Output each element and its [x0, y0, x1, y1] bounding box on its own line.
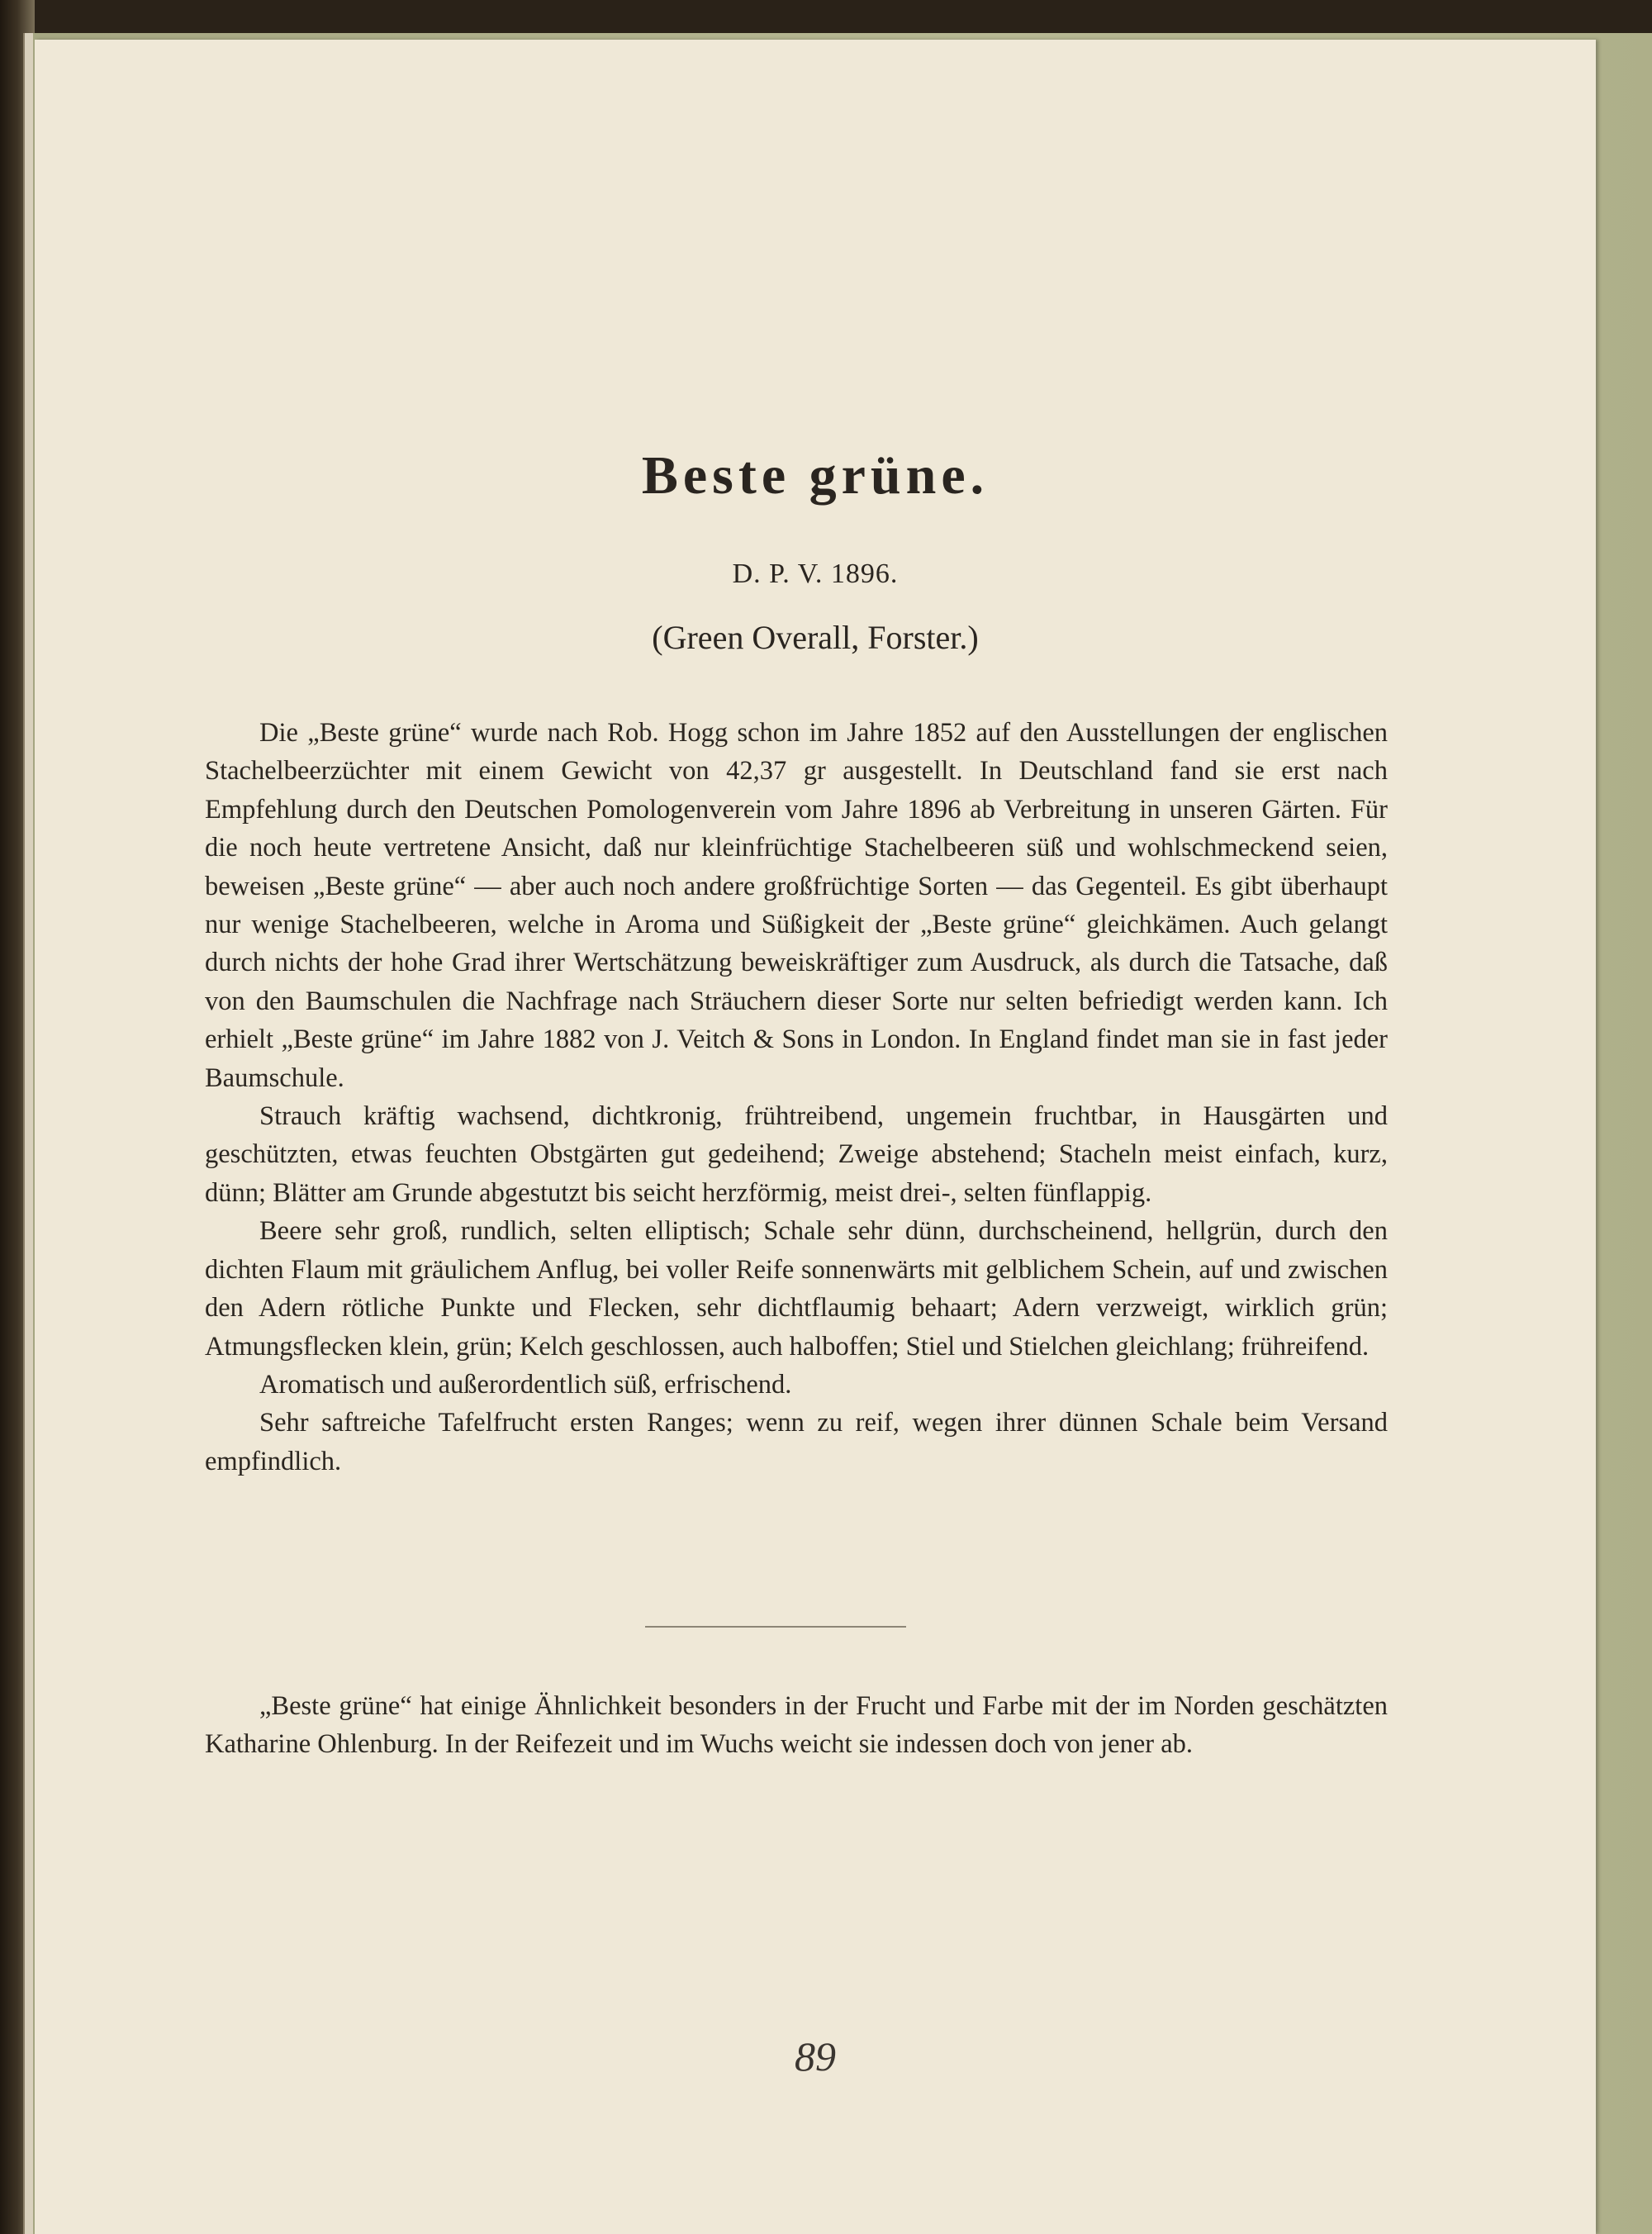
paragraph-berry: Beere sehr groß, rundlich, selten elliptisch; Schale sehr dünn, durchscheinend, hellgrün, durch den dichten Flaum mit gräulichem Anflug, bei voller Reife sonnenwärts mit gelblichem Schein, auf und zwischen den Adern rötliche Punkte und Flecken, sehr dichtflaumig behaart; Adern verzweigt, wirklich grün; Atmungsflecken klein, grün; Kelch geschlossen, auch halboffen; Stiel und Stielchen gleichlang; frühreifend. — [205, 1216, 1388, 1362]
note-text — [205, 1687, 1388, 1764]
paragraph-taste: Aromatisch und außerordentlich süß, erfrischend. — [259, 1369, 792, 1400]
page-number: 89 — [795, 2033, 836, 2080]
paragraph-history: Die „Beste grüne“ wurde nach Rob. Hogg schon im Jahre 1852 auf den Ausstellungen der englischen Stachelbeerzüchter mit einem Gewicht von 42,37 gr ausgestellt. In Deutschland fand sie erst nach Empfehlung durch den Deutschen Pomologenverein vom Jahre 1896 ab Verbreitung in unseren Gärten. Für die noch heute vertretene Ansicht, daß nur kleinfrüchtige Stachelbeeren süß und wohlschmeckend seien, beweisen „Beste grüne“ — aber auch noch andere großfrüchtige Sorten — das Gegenteil. Es gibt überhaupt nur wenige Stachelbeeren, welche in Aroma und Süßigkeit der „Beste grüne“ gleichkämen. Auch gelangt durch nichts der hohe Grad ihrer Wertschätzung beweiskräftiger zum Ausdruck, als durch die Tatsache, daß von den Baumschulen die Nachfrage nach Sträuchern dieser Sorte nur selten befriedigt werden kann. Ich erhielt „Beste grüne“ im Jahre 1882 von J. Veitch & Sons in London. In England findet man sie in fast jeder Baumschule. — [205, 718, 1388, 1093]
paragraph-note: „Beste grüne“ hat einige Ähnlichkeit besonders in der Frucht und Farbe mit der im Norden geschätzten Katharine Ohlenburg. In der Reifezeit und im Wuchs weicht sie indessen doch von jener ab. — [205, 1691, 1388, 1760]
paragraph-usage: Sehr saftreiche Tafelfrucht ersten Ranges; wenn zu reif, wegen ihrer dünnen Schale beim Versand empfindlich. — [205, 1408, 1388, 1476]
section-divider — [645, 1626, 906, 1628]
pomological-society-reference: D. P. V. 1896. — [732, 558, 899, 589]
synonym-subtitle: (Green Overall, Forster.) — [652, 619, 979, 656]
page-title: Beste grüne. — [641, 445, 990, 506]
main-text — [205, 714, 1388, 1481]
book-page — [35, 40, 1596, 2234]
paragraph-shrub: Strauch kräftig wachsend, dichtkronig, frühtreibend, ungemein fruchtbar, in Hausgärten und geschützten, etwas feuchten Obstgärten gut gedeihend; Zweige abstehend; Stacheln meist einfach, kurz, dünn; Blätter am Grunde abgestutzt bis seicht herzförmig, meist drei-, selten fünflappig. — [205, 1101, 1388, 1208]
